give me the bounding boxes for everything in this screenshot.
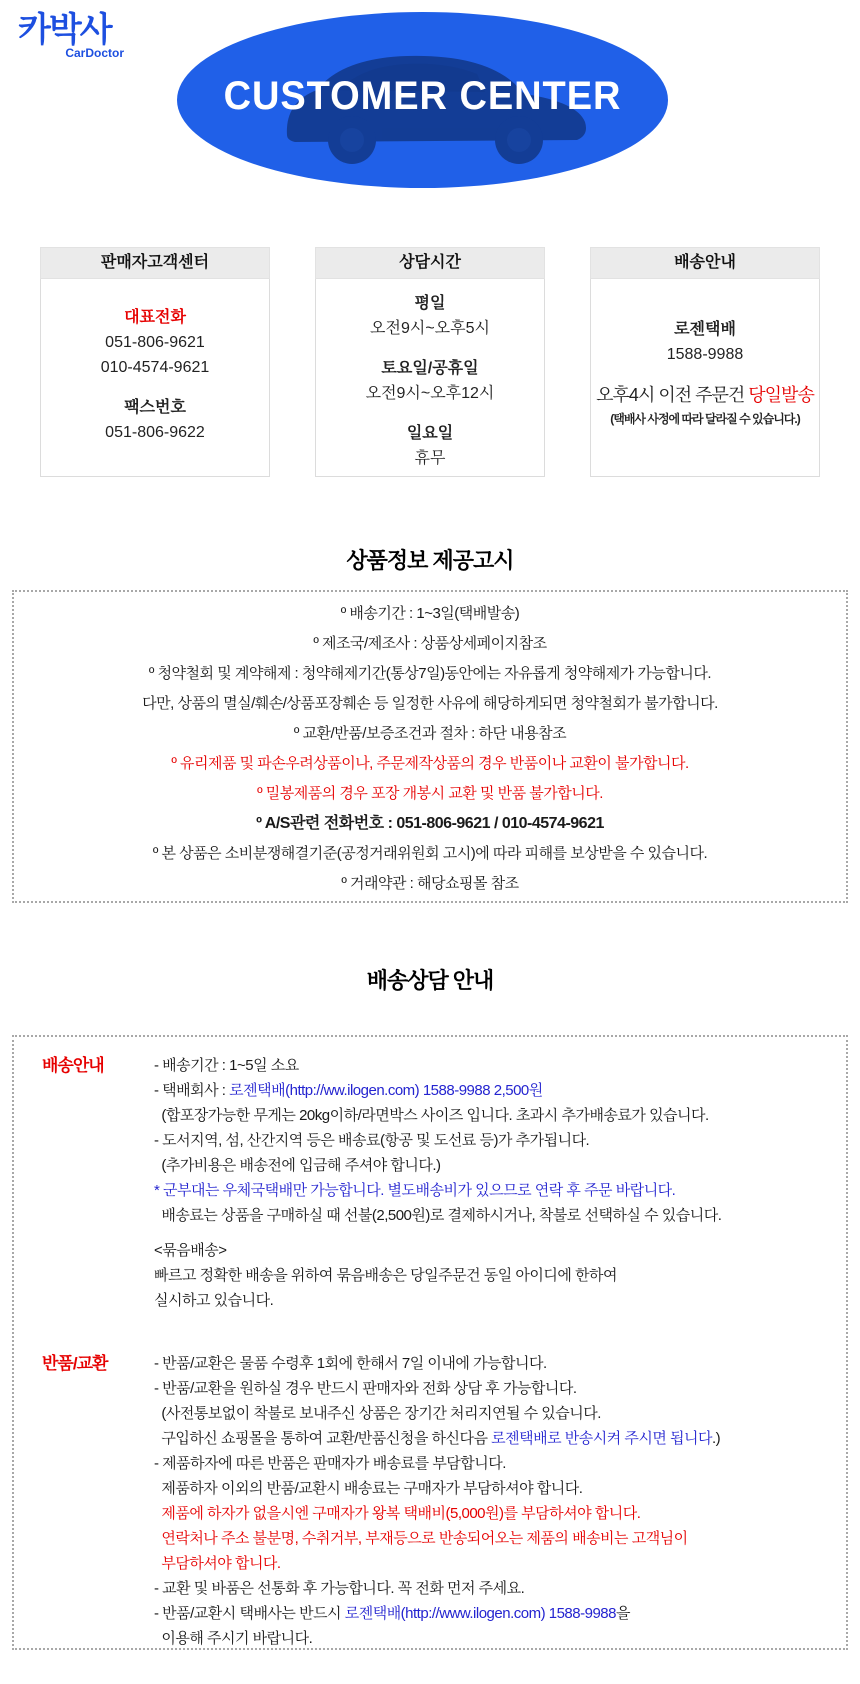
notice-line: º 청약철회 및 계약해제 : 청약해제기간(통상7일)동안에는 자유롭게 청약해제가 가능합니다.: [148, 665, 712, 682]
text-segment: 구입하신 쇼핑몰을 통하여 교환/반품신청을 하신다음: [154, 1430, 492, 1447]
notice-line: º 본 상품은 소비분쟁해결기준(공정거래위원회 고시)에 따라 피해를 보상받을 수 있습니다.: [152, 845, 708, 862]
text-segment: 을: [615, 1605, 630, 1622]
notice-line: º 밀봉제품의 경우 포장 개봉시 교환 및 반품 불가합니다.: [257, 785, 603, 802]
info-row: [41, 420, 269, 445]
banner-title: CUSTOMER CENTER: [223, 74, 622, 118]
shipping-line: [154, 1601, 846, 1626]
info-box-body: [315, 279, 545, 477]
shipping-group: [14, 1351, 846, 1651]
text-segment: 일요일: [406, 425, 454, 442]
text-segment: - 택배회사 :: [154, 1082, 230, 1099]
notice-line: º 제조국/제조사 : 상품상세페이지참조: [313, 635, 547, 652]
text-segment: 제품하자 이외의 반품/교환시 배송료는 구매자가 부담하셔야 합니다.: [154, 1480, 583, 1497]
info-box-body: [40, 279, 270, 477]
text-segment: (택배사 사정에 따라 달라질 수 있습니다.): [610, 412, 800, 426]
shipping-line: [154, 1128, 846, 1153]
info-row: [316, 421, 544, 446]
info-box-body: [590, 279, 820, 477]
shipping-group-label: 반품/교환: [42, 1354, 108, 1373]
text-segment: 휴무: [414, 450, 446, 467]
text-segment: (추가비용은 배송전에 입금해 주셔야 합니다.): [154, 1157, 441, 1174]
text-segment: 평일: [414, 295, 446, 312]
text-segment: (사전통보없이 착불로 보내주신 상품은 장기간 처리지연될 수 있습니다.: [154, 1405, 601, 1422]
text-segment: (합포장가능한 무게는 20kg이하/라면박스 사이즈 입니다. 초과시 추가배송료가 있습니다.: [154, 1107, 709, 1124]
info-row: [41, 330, 269, 355]
shipping-line: [154, 1263, 846, 1288]
text-segment: 실시하고 있습니다.: [154, 1292, 274, 1309]
shipping-line: [154, 1178, 846, 1203]
text-segment: 이용해 주시기 바랍니다.: [154, 1630, 313, 1647]
info-row: [316, 356, 544, 381]
notice-line: 다만, 상품의 멸실/훼손/상품포장훼손 등 일정한 사유에 해당하게되면 청약철회가 불가합니다.: [142, 695, 718, 712]
shipping-line: [154, 1078, 846, 1103]
text-segment: 051-806-9621: [105, 334, 205, 351]
info-row: [316, 291, 544, 316]
info-row: [316, 381, 544, 406]
info-box-header: 배송안내: [590, 247, 820, 279]
text-segment: <묶음배송>: [154, 1242, 227, 1259]
info-box-2: [315, 247, 545, 477]
text-segment: 배송료는 상품을 구매하실 때 선불(2,500원)로 결제하시거나, 착불로 선택하실 수 있습니다.: [154, 1207, 722, 1224]
text-segment: - 반품/교환을 원하실 경우 반드시 판매자와 전화 상담 후 가능합니다.: [154, 1380, 577, 1397]
notice-line: º A/S관련 전화번호 : 051-806-9621 / 010-4574-9621: [256, 815, 604, 832]
text-segment: 팩스번호: [124, 399, 186, 416]
text-segment: 부담하셔야 합니다.: [154, 1555, 281, 1572]
info-box-3: [590, 247, 820, 477]
text-segment: 오전9시~오후5시: [370, 320, 490, 337]
shipping-line: [154, 1288, 846, 1313]
notice-line: º 교환/반품/보증조건과 절차 : 하단 내용참조: [293, 725, 567, 742]
shipping-line: [154, 1576, 846, 1601]
text-segment: - 배송기간 : 1~5일 소요: [154, 1057, 299, 1074]
text-segment: 연락처나 주소 불분명, 수취거부, 부재등으로 반송되어오는 제품의 배송비는 고객님이: [154, 1530, 688, 1547]
info-row: [316, 341, 544, 356]
text-segment: - 반품/교환시 택배사는 반드시: [154, 1605, 345, 1622]
notice-section-title: 상품정보 제공고시: [346, 548, 514, 573]
text-segment: - 반품/교환은 물품 수령후 1회에 한해서 7일 이내에 가능합니다.: [154, 1355, 547, 1372]
shipping-line: [154, 1626, 846, 1651]
shipping-line: [154, 1238, 846, 1263]
shipping-line: [154, 1501, 846, 1526]
shipping-guide-box: [12, 1035, 848, 1650]
shipping-section-title: 배송상담 안내: [366, 968, 494, 993]
info-row: [316, 406, 544, 421]
shipping-line: [154, 1426, 846, 1451]
info-row: [591, 382, 819, 409]
text-segment: 당일발송: [748, 385, 814, 405]
text-segment: 로젠택배로 반송시켜 주시면 됩니다: [491, 1430, 712, 1447]
text-segment: 제품에 하자가 없을시엔 구매자가 왕복 택배비(5,000원)를 부담하셔야 합니다.: [154, 1505, 641, 1522]
shipping-line: [154, 1053, 846, 1078]
notice-line: º 유리제품 및 파손우려상품이나, 주문제작상품의 경우 반품이나 교환이 불가합니다.: [171, 755, 689, 772]
product-notice-box: [12, 590, 848, 903]
text-segment: 로젠택배: [674, 321, 736, 338]
info-row: [41, 355, 269, 380]
text-segment: 010-4574-9621: [100, 359, 210, 376]
info-row: [316, 446, 544, 471]
text-segment: - 도서지역, 섬, 산간지역 등은 배송료(항공 및 도선료 등)가 추가됩니다.: [154, 1132, 590, 1149]
rogen-delivery-link[interactable]: 로젠택배(http://www.ilogen.com) 1588-9988: [344, 1605, 616, 1622]
customer-center-banner: [177, 12, 668, 188]
info-row: [41, 305, 269, 330]
info-box-1: [40, 247, 270, 477]
notice-line: º 배송기간 : 1~3일(택배발송): [340, 605, 520, 622]
shipping-group: [14, 1053, 846, 1313]
shipping-group-label: 배송안내: [42, 1056, 104, 1075]
brand-logo: [18, 12, 128, 60]
shipping-line: [154, 1451, 846, 1476]
info-row: [591, 409, 819, 429]
info-row: [41, 395, 269, 420]
text-segment: 오후4시 이전 주문건: [596, 385, 749, 405]
info-row: [591, 317, 819, 342]
text-segment: 1588-9988: [666, 346, 744, 363]
text-segment: 오전9시~오후12시: [365, 385, 495, 402]
info-row: [316, 316, 544, 341]
text-segment: .): [711, 1430, 721, 1447]
info-box-header: 상담시간: [315, 247, 545, 279]
notice-line: º 거래약관 : 해당쇼핑몰 참조: [341, 875, 519, 892]
text-segment: * 군부대는 우체국택배만 가능합니다. 별도배송비가 있으므로 연락 후 주문 바랍니다.: [154, 1182, 676, 1199]
info-row: [591, 367, 819, 382]
text-segment: 토요일/공휴일: [381, 360, 479, 377]
shipping-line: [154, 1551, 846, 1576]
rogen-delivery-link[interactable]: 로젠택배(http://ww.ilogen.com) 1588-9988 2,500원: [229, 1082, 543, 1099]
info-box-header: 판매자고객센터: [40, 247, 270, 279]
shipping-line: [154, 1351, 846, 1376]
info-row: [591, 342, 819, 367]
text-segment: - 교환 및 바품은 선통화 후 가능합니다. 꼭 전화 먼저 주세요.: [154, 1580, 525, 1597]
shipping-group-lines: [154, 1053, 846, 1313]
shipping-group-lines: [154, 1351, 846, 1651]
brand-logo-korean: 카박사: [18, 11, 111, 49]
text-segment: 051-806-9622: [105, 424, 205, 441]
shipping-line: [154, 1203, 846, 1228]
shipping-line: [154, 1376, 846, 1401]
shipping-line: [154, 1476, 846, 1501]
shipping-line: [154, 1153, 846, 1178]
text-segment: 대표전화: [124, 309, 186, 326]
shipping-line: [154, 1526, 846, 1551]
info-row: [41, 380, 269, 395]
text-segment: - 제품하자에 따른 반품은 판매자가 배송료를 부담합니다.: [154, 1455, 506, 1472]
shipping-line: [154, 1401, 846, 1426]
brand-logo-english: CarDoctor: [65, 46, 124, 60]
shipping-line: [154, 1103, 846, 1128]
text-segment: 빠르고 정확한 배송을 위하여 묶음배송은 당일주문건 동일 아이디에 한하여: [154, 1267, 618, 1284]
